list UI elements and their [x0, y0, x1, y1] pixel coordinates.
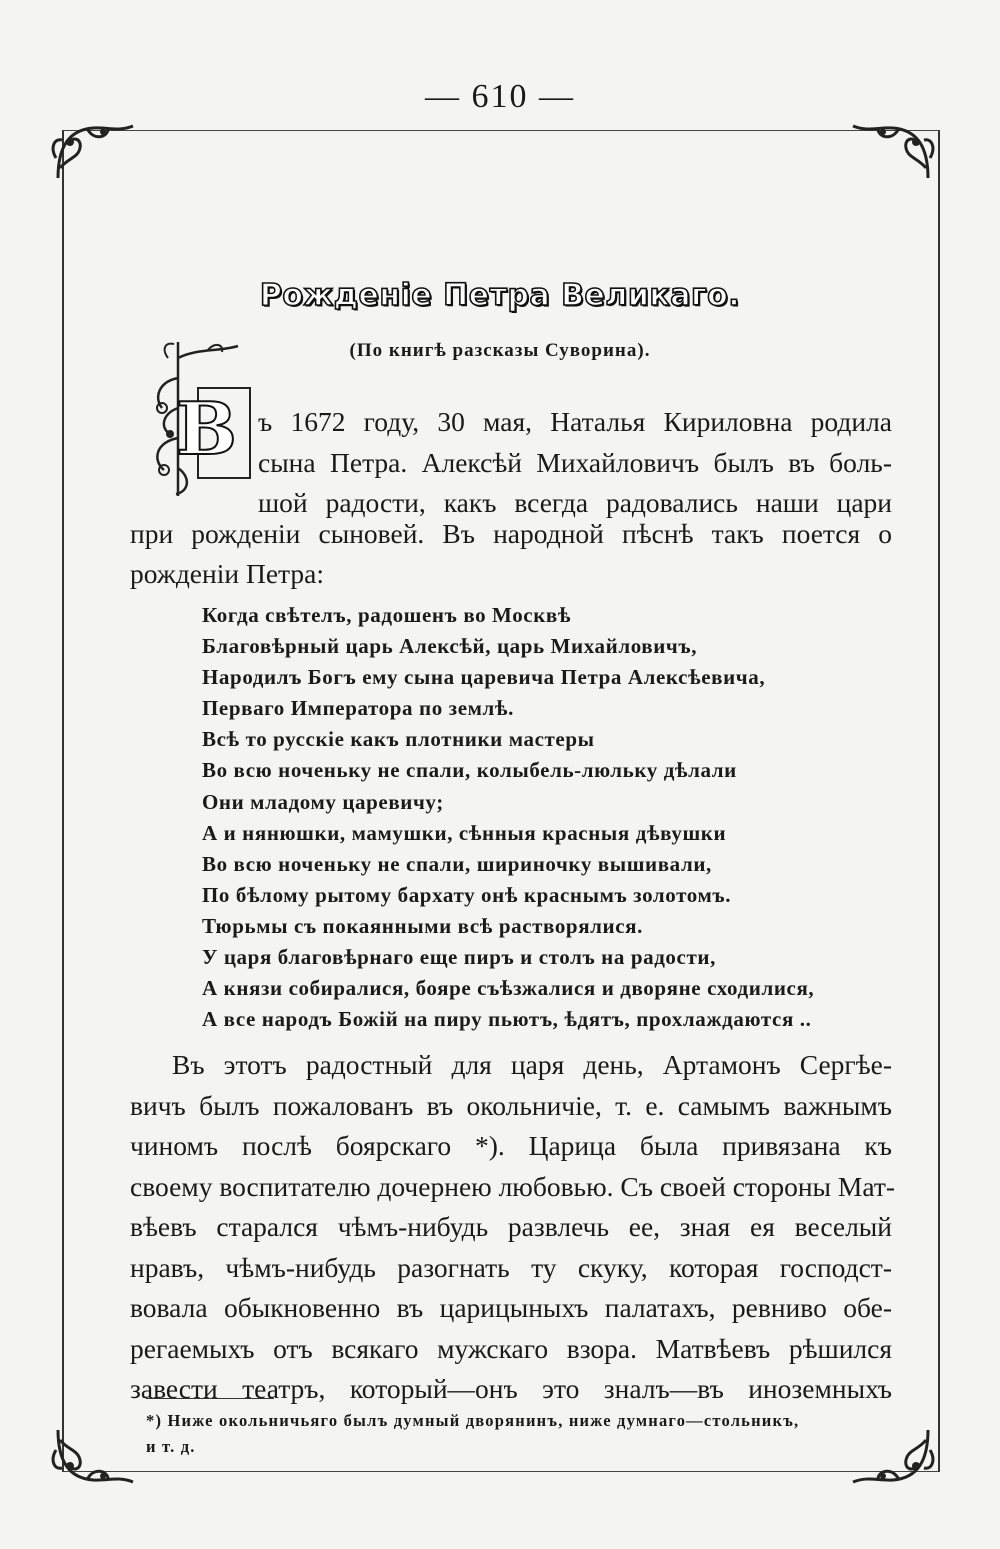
verse-line: Когда свѣтелъ, радошенъ во Москвѣ — [202, 603, 572, 627]
corner-ornament-top-left — [48, 118, 138, 188]
verse-line: А и нянюшки, мамушки, сѣнныя красныя дѣвушки — [202, 820, 727, 845]
corner-ornament-top-right — [848, 118, 938, 188]
footnote-rule — [146, 1398, 274, 1399]
verse-line: А все народъ Божій на пиру пьютъ, ѣдятъ, прохлаждаются .. — [202, 1007, 812, 1032]
verse-line: Они младому царевичу; — [202, 789, 444, 814]
folk-song-verse — [202, 600, 902, 1035]
verse-line: Перваго Императора по землѣ. — [202, 696, 514, 721]
verse-line: Во всю ноченьку не спали, шириночку вышивали, — [202, 851, 712, 876]
footnote-line: *) Ниже окольничьяго былъ думный дворянинъ, ниже думнаго—стольникъ, — [146, 1411, 800, 1430]
verse-line: У царя благовѣрнаго еще пиръ и столъ на радости, — [202, 945, 716, 970]
paragraph-2 — [130, 1045, 896, 1410]
text-line: регаемыхъ отъ всякаго мужскаго взора. Матвѣевъ рѣшился — [130, 1332, 892, 1364]
corner-ornament-bottom-left — [48, 1420, 138, 1490]
text-line: нравъ, чѣмъ-нибудь разогнать ту скуку, которая господст- — [130, 1251, 892, 1283]
verse-line: Всѣ то русскіе какъ плотники мастеры — [202, 727, 595, 752]
text-line: чиномъ послѣ боярскаго *). Царица была привязана къ — [130, 1130, 892, 1161]
text-line: сына Петра. Алексѣй Михайловичъ былъ въ боль- — [258, 446, 892, 478]
verse-line: А князи собиралися, бояре съѣзжалися и дворяне сходилися, — [202, 976, 815, 1001]
text-line: завести театръ, который—онъ это зналъ—въ иноземныхъ — [130, 1373, 892, 1404]
verse-line: Народилъ Богъ ему сына царевича Петра Алексѣевича, — [202, 665, 766, 690]
dropcap-letter: В — [176, 386, 237, 471]
text-line: ъ 1672 году, 30 мая, Наталья Кириловна родила — [258, 406, 892, 437]
paragraph-1-end — [130, 554, 892, 595]
text-line: своему воспитателю дочернею любовью. Съ своей стороны Мат- — [130, 1170, 896, 1202]
paragraph-1-full — [130, 514, 892, 555]
text-line: вѣевъ старался чѣмъ-нибудь развлечь ее, зная ея веселый — [130, 1211, 892, 1242]
article-title: Рожденіе Петра Великаго. — [259, 278, 741, 313]
footnote-line: и т. д. — [146, 1437, 196, 1456]
paragraph-1-indented — [258, 402, 892, 524]
decorated-dropcap — [148, 338, 252, 500]
footnote — [146, 1408, 906, 1460]
text-line: Въ этотъ радостный для царя день, Артамонъ Сергѣе- — [172, 1049, 892, 1080]
verse-line: Благовѣрный царь Алексѣй, царь Михайловичъ, — [202, 634, 698, 659]
verse-line: Тюрьмы съ покаянными всѣ растворялися. — [202, 913, 643, 938]
text-line: вичъ былъ пожалованъ въ окольничіе, т. е. самымъ важнымъ — [130, 1089, 892, 1121]
text-line: шой радости, какъ всегда радовались наши цари — [258, 487, 892, 518]
text-line: рожденіи Петра: — [130, 558, 324, 589]
verse-line: Во всю ноченьку не спали, колыбель-люльку дѣлали — [202, 758, 737, 783]
text-line: вовала обыкновенно въ царицыныхъ палатахъ, ревниво обе- — [130, 1292, 892, 1323]
verse-line: По бѣлому рытому бархату онѣ краснымъ золотомъ. — [202, 882, 732, 907]
article-subtitle: (По книгѣ разсказы Суворина). — [349, 340, 651, 361]
page-number: — 610 — — [425, 78, 575, 115]
text-line: при рожденіи сыновей. Въ народной пѣснѣ такъ поется о — [130, 518, 892, 549]
